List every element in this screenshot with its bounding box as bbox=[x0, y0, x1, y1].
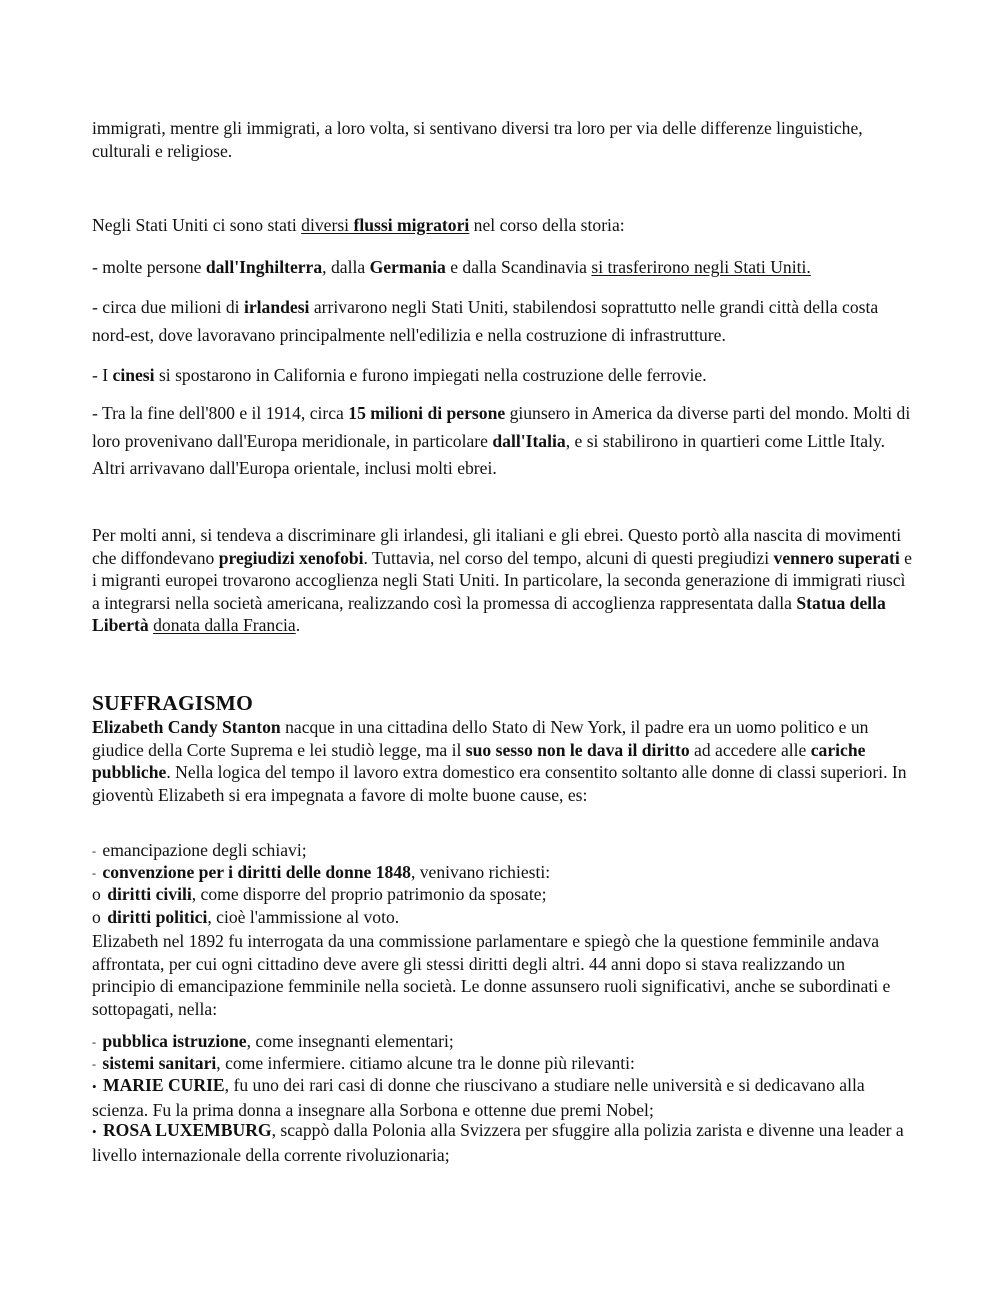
underlined-diversi: diversi bbox=[301, 215, 354, 235]
role-item-sanitari: - sistemi sanitari, come infermiere. citiamo alcune tra le donne più rilevanti: bbox=[92, 1053, 635, 1073]
list-item-15-milioni: - Tra la fine dell'800 e il 1914, circa 15 milioni di persone giunsero in America da diverse parti del mondo. Molti di loro provenivano dall'Europa meridionale, in particolare dall'Italia, e si stabilirono in quartieri come Little Italy. Altri arrivavano dall'Europa orientale, inclusi molti ebrei. bbox=[92, 403, 911, 478]
cause-item-diritti-politici: o diritti politici, cioè l'ammissione al voto. bbox=[92, 907, 400, 927]
paragraph-1892: Elizabeth nel 1892 fu interrogata da una commissione parlamentare e spiegò che la questione femminile andava affrontata, per cui ogni cittadino deve avere gli stessi diritti degli altri. 44 anni dopo si stava realizzando un principio di emancipazione femminile nella società. Le donne assunsero ruoli significativi, anche se subordinati e sottopagati, nella: bbox=[92, 931, 891, 1019]
dash-bullet: - bbox=[92, 1035, 96, 1049]
underlined-flussi-migratori: flussi migratori bbox=[353, 215, 470, 235]
cause-item-convenzione: - convenzione per i diritti delle donne 1848, venivano richiesti: bbox=[92, 862, 551, 882]
list-item-inghilterra: - molte persone dall'Inghilterra, dalla Germania e dalla Scandinavia si trasferirono negli Stati Uniti. bbox=[92, 257, 811, 277]
cause-item-schiavi: - emancipazione degli schiavi; bbox=[92, 840, 307, 860]
paragraph-discriminazione: Per molti anni, si tendeva a discriminare gli irlandesi, gli italiani e gli ebrei. Questo portò alla nascita di movimenti che diffondevano pregiudizi xenofobi. Tuttavia, nel corso del tempo, alcuni di questi pregiudizi vennero superati e i migranti europei trovarono accoglienza negli Stati Uniti. In particolare, la seconda generazione di immigrati riuscì a integrarsi nella società americana, realizzando così la promessa di accoglienza rappresentata dalla Statua della Libertà donata dalla Francia. bbox=[92, 525, 912, 635]
paragraph-flussi-intro: Negli Stati Uniti ci sono stati diversi flussi migratori nel corso della storia: bbox=[92, 215, 625, 235]
dash-bullet: - bbox=[92, 1057, 96, 1071]
woman-item-marie-curie: • MARIE CURIE, fu uno dei rari casi di donne che riuscivano a studiare nelle università e si dedicavano alla scienza. Fu la prima donna a insegnare alla Sorbona e ottenne due premi Nobel; bbox=[92, 1075, 865, 1120]
dash-bullet: - bbox=[92, 844, 96, 858]
paragraph-immigrati: immigrati, mentre gli immigrati, a loro volta, si sentivano diversi tra loro per via delle differenze linguistiche, culturali e religiose. bbox=[92, 118, 863, 161]
cause-item-diritti-civili: o diritti civili, come disporre del proprio patrimonio da sposate; bbox=[92, 884, 547, 904]
circle-bullet: o bbox=[92, 884, 101, 904]
paragraph-stanton: Elizabeth Candy Stanton nacque in una cittadina dello Stato di New York, il padre era un uomo politico e un giudice della Corte Suprema e lei studiò legge, ma il suo sesso non le dava il diritto ad accedere alle cariche pubbliche. Nella logica del tempo il lavoro extra domestico era consentito soltanto alle donne di classi superiori. In gioventù Elizabeth si era impegnata a favore di molte buone cause, es: bbox=[92, 717, 907, 805]
dot-bullet: • bbox=[92, 1079, 97, 1094]
dot-bullet: • bbox=[92, 1124, 97, 1139]
underlined-donata-francia: donata dalla Francia bbox=[153, 615, 296, 635]
woman-item-rosa-luxemburg: • ROSA LUXEMBURG, scappò dalla Polonia alla Svizzera per sfuggire alla polizia zarista e divenne una leader a livello internazionale della corrente rivoluzionaria; bbox=[92, 1120, 904, 1165]
underlined-trasferirono: si trasferirono negli Stati Uniti. bbox=[591, 257, 811, 277]
list-item-irlandesi: - circa due milioni di irlandesi arrivarono negli Stati Uniti, stabilendosi soprattutto nelle grandi città della costa nord-est, dove lavoravano principalmente nell'edilizia e nella costruzione di infrastrutture. bbox=[92, 297, 879, 345]
role-item-istruzione: - pubblica istruzione, come insegnanti elementari; bbox=[92, 1031, 454, 1051]
list-item-cinesi: - I cinesi si spostarono in California e furono impiegati nella costruzione delle ferrovie. bbox=[92, 365, 707, 385]
section-heading-suffragismo: SUFFRAGISMO bbox=[92, 691, 254, 715]
circle-bullet: o bbox=[92, 907, 101, 927]
dash-bullet: - bbox=[92, 866, 96, 880]
